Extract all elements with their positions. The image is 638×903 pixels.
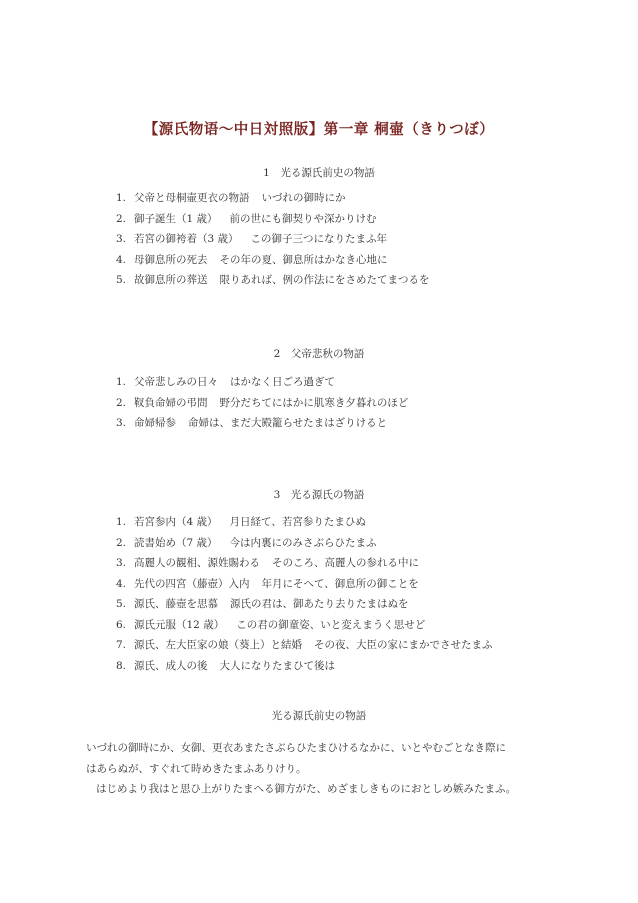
list-item (116, 270, 430, 291)
item-number: 4. (116, 577, 127, 590)
list-item (116, 656, 493, 677)
item-text: 年月にそへて、御息所の御ことを (261, 577, 419, 590)
section-2-list (116, 372, 408, 434)
item-text: そのころ、高麗人の参れる中に (272, 557, 419, 569)
item-text: 命婦は、まだ大殿籠らせたまはざりけると (188, 417, 388, 429)
list-item (116, 615, 493, 636)
list-item (116, 413, 408, 434)
item-label: 若宮の御袴着（3 歳） (134, 233, 239, 245)
list-item (116, 372, 408, 393)
body-line: はあらぬが、すぐれて時めきたまふありけり。 (86, 762, 307, 775)
item-label: 靫負命婦の弔問 (134, 396, 208, 409)
item-number: 2. (116, 212, 127, 225)
item-label: 父帝悲しみの日々 (134, 376, 218, 388)
item-number: 8. (116, 659, 127, 672)
list-item (116, 229, 430, 250)
item-text: この御子三つになりたまふ年 (250, 233, 388, 245)
item-label: 父帝と母桐壷更衣の物語 (134, 192, 250, 204)
item-text: その年の夏、御息所はかなき心地に (219, 253, 388, 266)
item-number: 1. (116, 192, 127, 204)
item-number: 5. (116, 598, 127, 610)
list-item (116, 209, 430, 230)
item-number: 6. (116, 618, 127, 631)
list-item (116, 635, 493, 656)
section-heading-1: 1 光る源氏前史の物語 (263, 167, 375, 179)
item-number: 1. (116, 376, 127, 388)
body-line: いづれの御時にか、女御、更衣あまたさぶらひたまひけるなかに、いとやむごとなき際に (86, 742, 506, 754)
page-title: 【源氏物语～中日対照版】第一章 桐壷（きりつぼ） (143, 122, 495, 138)
list-item (116, 188, 430, 209)
list-item (116, 250, 430, 271)
item-number: 4. (116, 253, 127, 266)
item-label: 命婦帰参 (134, 417, 176, 429)
item-label: 高麗人の観相、源姓賜わる (134, 557, 260, 569)
item-label: 母御息所の死去 (134, 253, 208, 266)
item-text: 今は内裏にのみさぶらひたまふ (229, 536, 377, 549)
item-label: 故御息所の葬送 (134, 274, 208, 286)
item-number: 2. (116, 396, 127, 409)
body-line: はじめより我はと思ひ上がりたまへる御方がた、めざましきものにおとしめ嫉みたまふ。 (96, 783, 517, 795)
item-label: 御子誕生（1 歳） (134, 212, 218, 225)
list-item (116, 533, 493, 554)
item-text: 前の世にも御契りや深かりけむ (229, 212, 377, 225)
item-text: 大人になりたまひて後は (219, 659, 335, 672)
item-number: 2. (116, 536, 127, 549)
item-text: その夜、大臣の家にまかでさせたまふ (314, 639, 493, 651)
list-item (116, 553, 493, 574)
list-item (116, 393, 408, 414)
item-number: 7. (116, 639, 127, 651)
item-label: 読書始め（7 歳） (134, 536, 218, 549)
item-text: はかなく日ごろ過ぎて (230, 376, 335, 388)
list-item (116, 594, 493, 615)
item-text: 限りあれば、例の作法にをさめたてまつるを (219, 274, 430, 286)
item-label: 源氏、藤壺を思慕 (134, 598, 218, 610)
item-label: 源氏元服（12 歳） (134, 618, 225, 631)
item-text: 野分だちてにはかに肌寒き夕暮れのほど (219, 396, 409, 409)
body-heading: 光る源氏前史の物語 (271, 710, 367, 722)
item-text: いづれの御時にか (261, 192, 346, 204)
item-number: 5. (116, 274, 127, 286)
section-heading-2: 2 父帝悲秋の物語 (273, 348, 365, 360)
list-item (116, 512, 493, 533)
section-heading-3: 3 光る源氏の物語 (273, 489, 365, 501)
item-text: この君の御童姿、いと変えまうく思せど (236, 618, 426, 631)
item-number: 3. (116, 557, 127, 569)
item-number: 3. (116, 417, 127, 429)
section-3-list (116, 512, 493, 676)
item-label: 源氏、左大臣家の娘（葵上）と結婚 (134, 639, 302, 651)
item-label: 源氏、成人の後 (134, 659, 208, 672)
item-number: 1. (116, 516, 127, 528)
item-number: 3. (116, 233, 127, 245)
section-1-list (116, 188, 430, 291)
item-label: 若宮参内（4 歳） (134, 516, 218, 528)
item-text: 源氏の君は、御あたり去りたまはぬを (230, 598, 409, 610)
item-text: 月日経て、若宮参りたまひぬ (229, 516, 366, 528)
list-item (116, 574, 493, 595)
body-text (86, 738, 566, 800)
item-label: 先代の四宮（藤壺）入内 (134, 577, 250, 590)
